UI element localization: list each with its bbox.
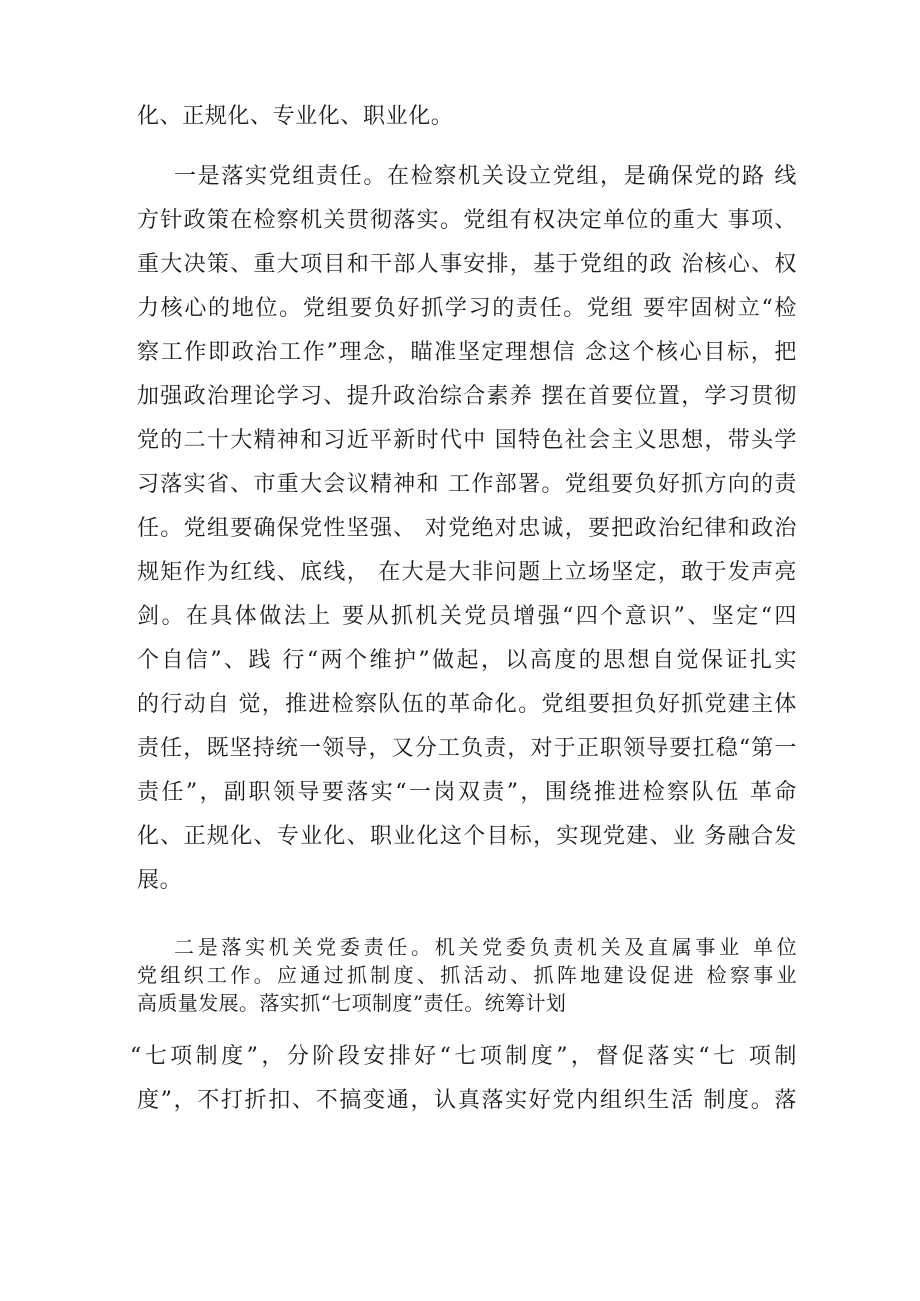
paragraph-line: 责任，既坚持统一领导，又分工负责，对于正职领导要扛稳“第一 (137, 736, 797, 761)
paragraph-line: 责任”，副职领导要落实“一岗双责”，围绕推进检察队伍 革命 (137, 780, 797, 805)
paragraph-line: 二是落实机关党委责任。机关党委负责机关及直属事业 单位 (174, 935, 797, 959)
paragraph-line: 任。党组要确保党性坚强、 对党绝对忠诚，要把政治纪律和政治 (137, 516, 797, 541)
paragraph-line: 剑。在具体做法上 要从抓机关党员增强“四个意识”、坚定“四 (137, 604, 797, 629)
paragraph-line: 察工作即政治工作”理念，瞄准坚定理想信 念这个核心目标，把 (137, 340, 797, 365)
paragraph-line: 度”，不打折扣、不搞变通，认真落实好党内组织生活 制度。落 (137, 1088, 797, 1113)
paragraph-line: 高质量发展。落实抓“七项制度”责任。统筹计划 (137, 991, 567, 1015)
paragraph-line: 化、正规化、专业化、职业化这个目标，实现党建、业 务融合发 (137, 824, 797, 849)
paragraph-line: 的行动自 觉，推进检察队伍的革命化。党组要担负好抓党建主体 (137, 692, 797, 717)
paragraph-line: 展。 (137, 868, 183, 893)
paragraph-line: 一是落实党组责任。在检察机关设立党组，是确保党的路 线 (174, 164, 797, 189)
paragraph-line: “七项制度”，分阶段安排好“七项制度”，督促落实“七 项制 (130, 1044, 797, 1069)
paragraph-line: 习落实省、市重大会议精神和 工作部署。党组要负好抓方向的责 (137, 472, 797, 497)
paragraph-line: 方针政策在检察机关贯彻落实。党组有权决定单位的重大 事项、 (137, 208, 797, 233)
paragraph-line: 加强政治理论学习、提升政治综合素养 摆在首要位置，学习贯彻 (137, 384, 797, 409)
paragraph-line: 力核心的地位。党组要负好抓学习的责任。党组 要牢固树立“检 (137, 296, 797, 321)
paragraph-line: 党的二十大精神和习近平新时代中 国特色社会主义思想，带头学 (137, 428, 797, 453)
paragraph-line: 重大决策、重大项目和干部人事安排，基于党组的政 治核心、权 (137, 252, 797, 277)
paragraph-line: 规矩作为红线、底线， 在大是大非问题上立场坚定，敢于发声亮 (137, 560, 797, 585)
paragraph-line: 党组织工作。应通过抓制度、抓活动、抓阵地建设促进 检察事业 (137, 963, 797, 987)
paragraph-line: 化、正规化、专业化、职业化。 (137, 104, 454, 129)
paragraph-line: 个自信”、践 行“两个维护”做起，以高度的思想自觉保证扎实 (137, 648, 797, 673)
